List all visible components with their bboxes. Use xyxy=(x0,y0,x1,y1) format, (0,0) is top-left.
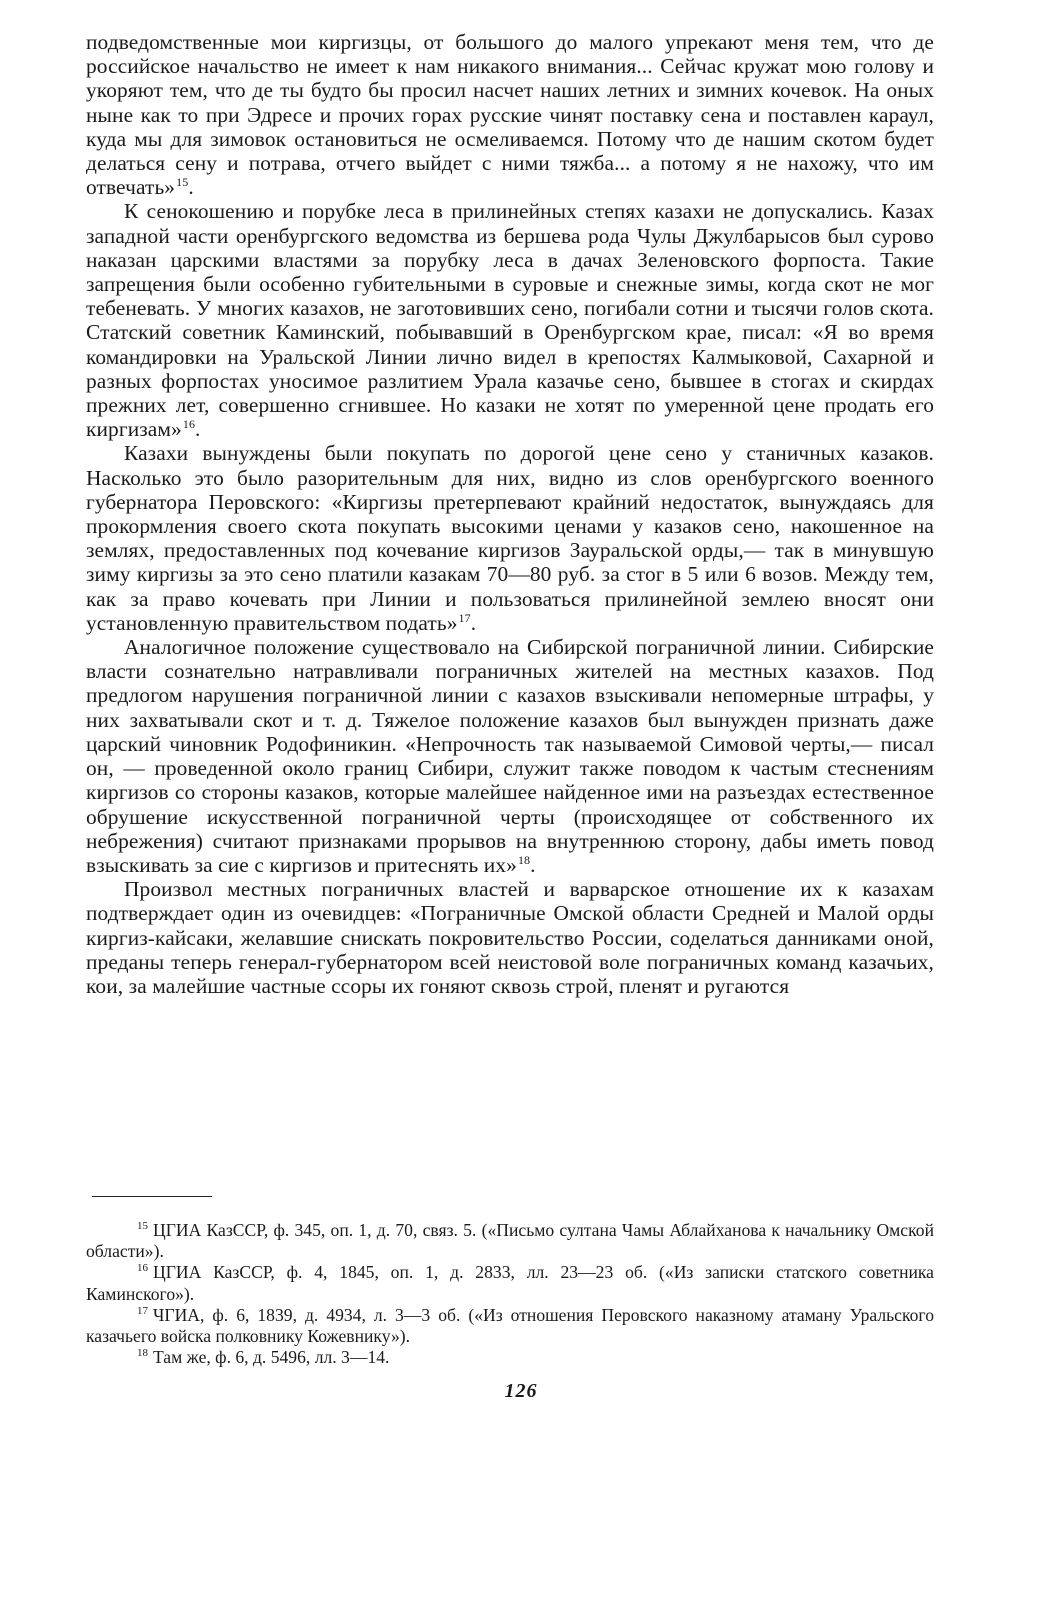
page-number: 126 xyxy=(504,1380,538,1402)
paragraph-text: Казахи вынуждены были покупать по дорогой цене сено у станичных казаков. Насколько это было разорительным для них, видно из слов оренбургского военного губернатора Перовского: «Киргизы претерпевают крайний недостаток, вынуждаясь для прокормления своего скота покупать высокими ценами у казаков сено, накошенное на землях, предоставленных под кочевание киргизов Зауральской орды,— так в минувшую зиму киргизы за это сено платили казакам 70—80 руб. за стог в 5 или 6 возов. Между тем, как за право кочевать при Линии и пользоваться прилинейной землею вносят они установленную правительством подать» xyxy=(86,441,934,635)
footnote-number: 18 xyxy=(137,1347,148,1360)
footnote-text: ЦГИА КазССР, ф. 4, 1845, оп. 1, д. 2833, лл. 23—23 об. («Из записки статского советника Каминского»). xyxy=(86,1262,934,1304)
footnote-number: 16 xyxy=(137,1262,148,1275)
main-text xyxy=(86,30,934,998)
paragraph-text: Произвол местных пограничных властей и варварское отношение их к казахам подтверждает один из очевидцев: «Пограничные Омской области Средней и Малой орды киргиз-кайсаки, желавшие снискать покровительство России, соделаться данниками оной, преданы теперь генерал-губернатором всей неистовой воле пограничных команд казачьих, кои, за малейшие частные ссоры их гоняют сквозь строй, пленят и ругаются xyxy=(86,877,934,998)
paragraph-1 xyxy=(86,30,934,199)
footnote-ref: 16 xyxy=(182,417,196,432)
footnote-text: ЧГИА, ф. 6, 1839, д. 4934, л. 3—3 об. («Из отношения Перовского наказному атаману Уральского казачьего войска полковнику Кожевнику»). xyxy=(86,1304,934,1347)
paragraph-text: подведомственные мои киргизцы, от большого до малого упрекают меня тем, что де российское начальство не имеет к нам никакого внимания... Сейчас кружат мою голову и укоряют тем, что де ты будто бы просил насчет наших летних и зимних кочевок. На оных ныне как то при Эдресе и прочих горах русские чинят поставку сена и поставлен караул, куда мы для зимовок остановиться не осмеливаемся. Потому что де нашим скотом будет делаться сену и потрава, отчего выйдет с ними тяжба... а потому я не нахожу, что им отвечать» xyxy=(86,30,934,200)
footnotes xyxy=(86,1220,934,1368)
punctuation: . xyxy=(188,175,194,200)
footnote-divider xyxy=(92,1196,212,1197)
footnote-number: 15 xyxy=(137,1220,148,1232)
footnote-text: Там же, ф. 6, д. 5496, лл. 3—14. xyxy=(153,1347,390,1368)
footnote-text: ЦГИА КазССР, ф. 345, оп. 1, д. 70, связ. 5. («Письмо султана Чамы Аблайханова к начальнику Омской области»). xyxy=(86,1220,934,1262)
footnote-18 xyxy=(86,1347,934,1368)
footnote-number: 17 xyxy=(137,1304,148,1317)
punctuation: . xyxy=(470,610,477,635)
paragraph-3 xyxy=(86,441,934,635)
footnote-17 xyxy=(86,1305,934,1347)
paragraph-text: Аналогичное положение существовало на Сибирской пограничной линии. Сибирские власти сознательно натравливали пограничных жителей на местных казахов. Под предлогом нарушения пограничной линии с казахов взыскивали непомерные штрафы, у них захватывали скот и т. д. Тяжелое положение казахов был вынужден признать даже царский чиновник Родофиникин. «Непрочность так называемой Симовой черты,— писал он, — проведенной около границ Сибири, служит также поводом к частым стеснениям киргизов со стороны казаков, которые малейшее найденное ими на разъездах естественное обрушение искусственной пограничной черты (происходящее от собственного их небрежения) считают признаками прорывов на внутреннюю сторону, дабы иметь повод взыскивать за сие с киргизов и притеснять их» xyxy=(86,635,934,877)
punctuation: . xyxy=(195,417,201,442)
footnote-15 xyxy=(86,1220,934,1262)
paragraph-2 xyxy=(86,199,934,441)
paragraph-4 xyxy=(86,635,934,877)
footnote-16 xyxy=(86,1262,934,1304)
paragraph-5 xyxy=(86,877,934,998)
punctuation: . xyxy=(530,852,536,877)
paragraph-text: К сенокошению и порубке леса в прилинейных степях казахи не допускались. Казах западной части оренбургского ведомства из бершева рода Чулы Джулбарысов был сурово наказан царскими властями за порубку леса в дачах Зеленовского форпоста. Такие запрещения были особенно губительными в суровые и снежные зимы, когда скот не мог тебеневать. У многих казахов, не заготовивших сено, погибали сотни и тысячи голов скота. Статский советник Каминский, побывавший в Оренбургском крае, писал: «Я во время командировки на Уральской Линии лично видел в крепостях Калмыковой, Сахарной и разных форпостах уносимое разлитием Урала казачье сено, бывшее в стогах и скирдах прежних лет, совершенно сгнившее. Но казаки не хотят по умеренной цене продать его киргизам» xyxy=(86,199,934,442)
footnote-ref: 18 xyxy=(517,852,531,867)
footnote-ref: 17 xyxy=(458,610,471,625)
footnote-ref: 15 xyxy=(176,175,189,190)
